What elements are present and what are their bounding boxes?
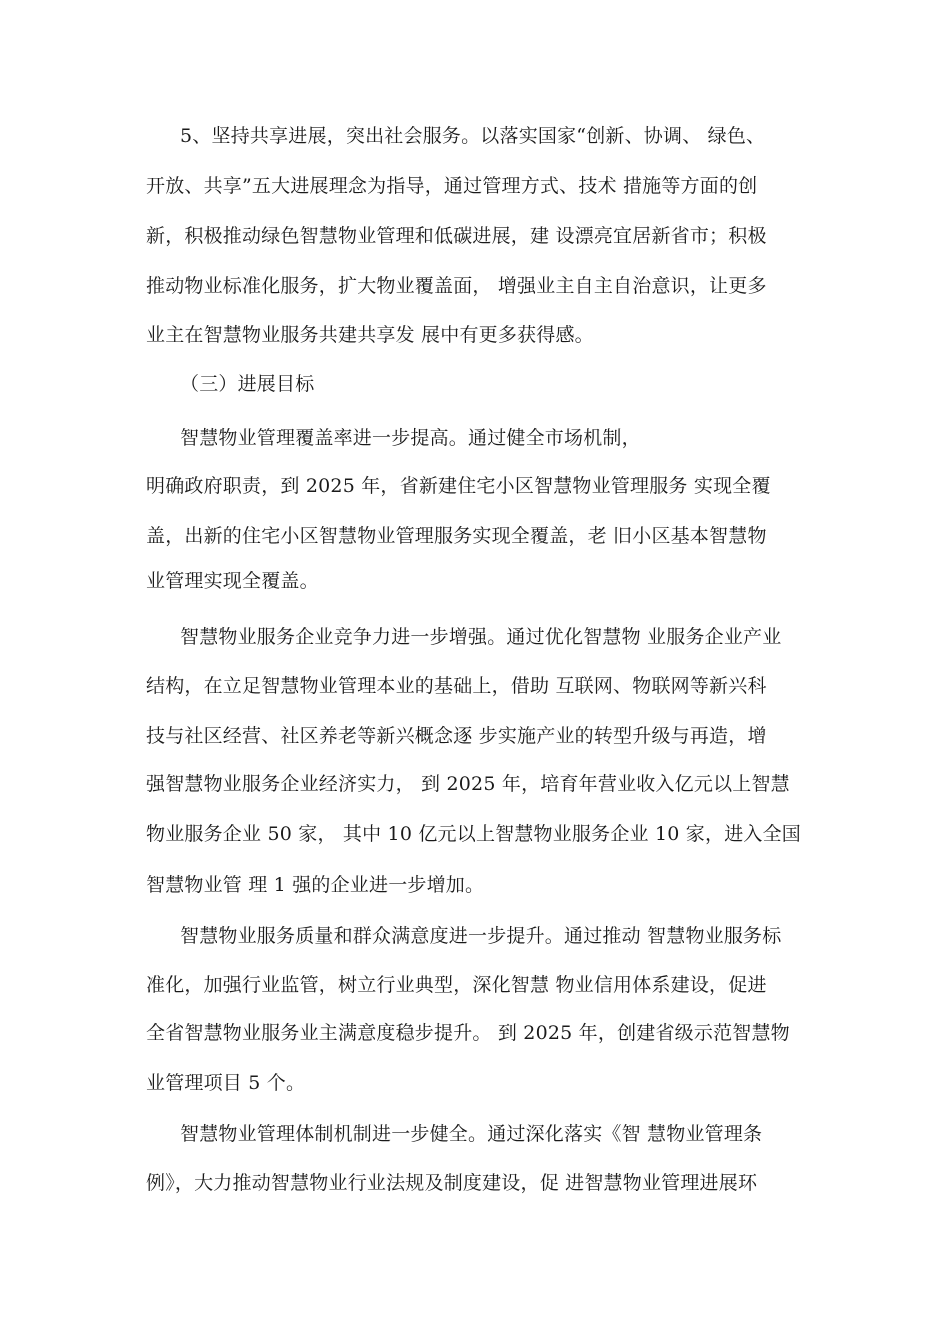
text-line: 准化，加强行业监管，树立行业典型，深化智慧 物业信用体系建设，促进 (146, 974, 767, 996)
text-line: 业管理实现全覆盖。 (146, 570, 319, 592)
text-line: 物业服务企业 50 家， 其中 10 亿元以上智慧物业服务企业 10 家，进入全国 (146, 823, 802, 845)
text-line: 智慧物业管理覆盖率进一步提高。通过健全市场机制， (180, 427, 641, 449)
text-line: 强智慧物业服务企业经济实力， 到 2025 年，培育年营业收入亿元以上智慧 (146, 773, 790, 795)
text-line: 新，积极推动绿色智慧物业管理和低碳进展，建 设漂亮宜居新省市；积极 (146, 225, 767, 247)
text-line: 推动物业标准化服务，扩大物业覆盖面， 增强业主自主自治意识，让更多 (146, 275, 767, 297)
text-line: 全省智慧物业服务业主满意度稳步提升。 到 2025 年，创建省级示范智慧物 (146, 1022, 790, 1044)
text-line: 明确政府职责，到 2025 年，省新建住宅小区智慧物业管理服务 实现全覆 (146, 475, 771, 497)
text-line: 智慧物业服务企业竞争力进一步增强。通过优化智慧物 业服务企业产业 (180, 626, 782, 648)
text-line: 开放、共享”五大进展理念为指导，通过管理方式、技术 措施等方面的创 (146, 175, 758, 197)
text-line: 智慧物业管 理 1 强的企业进一步增加。 (146, 874, 485, 896)
text-line: 5、坚持共享进展，突出社会服务。以落实国家“创新、协调、 绿色、 (180, 125, 766, 147)
text-line: 业主在智慧物业服务共建共享发 展中有更多获得感。 (146, 324, 594, 346)
text-line: 智慧物业服务质量和群众满意度进一步提升。通过推动 智慧物业服务标 (180, 925, 782, 947)
text-line: 技与社区经营、社区养老等新兴概念逐 步实施产业的转型升级与再造，增 (146, 725, 767, 747)
text-line: 智慧物业管理体制机制进一步健全。通过深化落实《智 慧物业管理条 (180, 1123, 763, 1145)
text-line: 例》，大力推动智慧物业行业法规及制度建设，促 进智慧物业管理进展环 (146, 1172, 758, 1194)
section-heading: （三）进展目标 (180, 373, 315, 395)
text-line: 结构，在立足智慧物业管理本业的基础上，借助 互联网、物联网等新兴科 (146, 675, 767, 697)
text-line: 业管理项目 5 个。 (146, 1072, 306, 1094)
text-line: 盖，出新的住宅小区智慧物业管理服务实现全覆盖，老 旧小区基本智慧物 (146, 525, 767, 547)
